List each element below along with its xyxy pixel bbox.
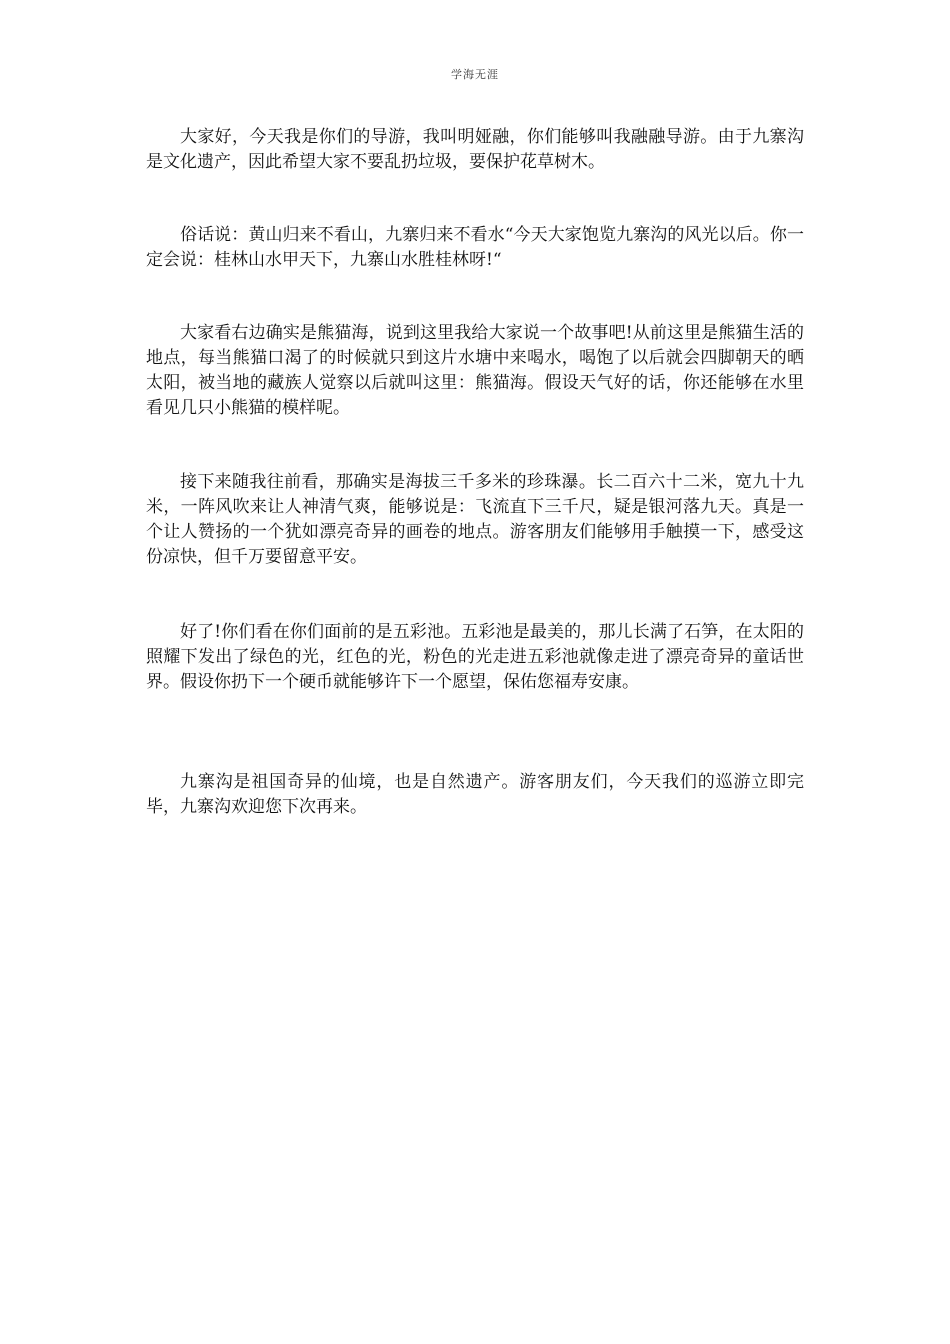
paragraph-4: 接下来随我往前看，那确实是海拔三千多米的珍珠瀑。长二百六十二米，宽九十九米，一阵风吹来让人神清气爽，能够说是：飞流直下三千尺，疑是银河落九天。真是一个让人赞扬的一个犹如漂亮奇异的画卷的地点。游客朋友们能够用手触摸一下，感受这份凉快，但千万要留意平安。: [146, 472, 804, 567]
paragraph-1: 大家好，今天我是你们的导游，我叫明娅融，你们能够叫我融融导游。由于九寨沟是文化遗产，因此希望大家不要乱扔垃圾，要保护花草树木。: [146, 127, 804, 172]
paragraph-2: 俗话说：黄山归来不看山，九寨归来不看水“今天大家饱览九寨沟的风光以后。你一定会说：桂林山水甲天下，九寨山水胜桂林呀!“: [146, 225, 804, 270]
paragraph-6: 九寨沟是祖国奇异的仙境，也是自然遗产。游客朋友们，今天我们的巡游立即完毕，九寨沟欢迎您下次再来。: [146, 772, 804, 817]
paragraph-5: 好了!你们看在你们面前的是五彩池。五彩池是最美的，那儿长满了石笋，在太阳的照耀下发出了绿色的光，红色的光，粉色的光走进五彩池就像走进了漂亮奇异的童话世界。假设你扔下一个硬币就能够许下一个愿望，保佑您福寿安康。: [146, 622, 804, 692]
paragraph-3: 大家看右边确实是熊猫海，说到这里我给大家说一个故事吧!从前这里是熊猫生活的地点，每当熊猫口渴了的时候就只到这片水塘中来喝水，喝饱了以后就会四脚朝天的晒太阳，被当地的藏族人觉察以后就叫这里：熊猫海。假设天气好的话，你还能够在水里看见几只小熊猫的模样呢。: [146, 323, 804, 418]
page-header: 学海无涯: [451, 68, 499, 81]
